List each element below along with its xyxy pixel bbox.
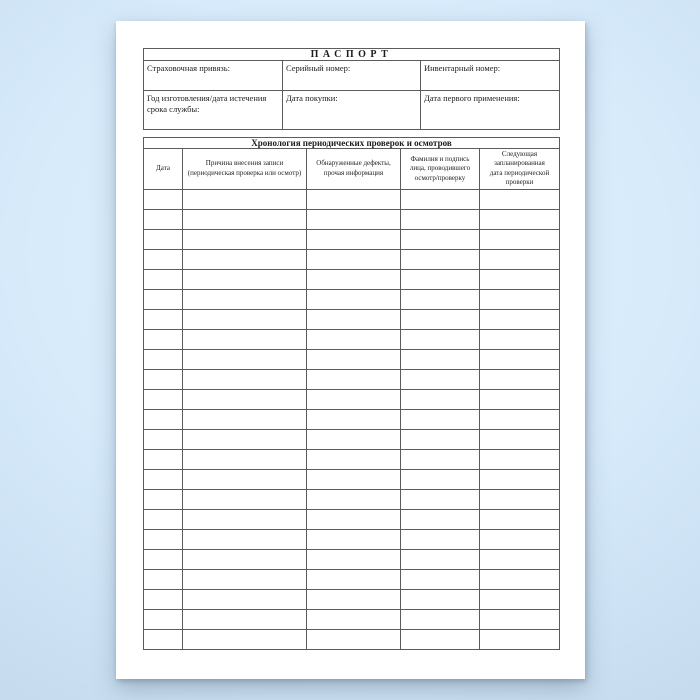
history-empty-cell — [183, 229, 307, 249]
history-empty-cell — [480, 269, 560, 289]
history-empty-cell — [144, 369, 183, 389]
history-empty-cell — [480, 509, 560, 529]
passport-title: ПАСПОРТ — [144, 49, 560, 61]
history-empty-row — [144, 469, 560, 489]
history-empty-cell — [401, 269, 480, 289]
history-empty-cell — [307, 509, 401, 529]
history-empty-cell — [307, 269, 401, 289]
history-empty-cell — [144, 609, 183, 629]
history-empty-cell — [183, 349, 307, 369]
history-empty-cell — [183, 529, 307, 549]
history-empty-cell — [183, 409, 307, 429]
history-empty-row — [144, 609, 560, 629]
history-empty-cell — [307, 569, 401, 589]
history-empty-cell — [480, 469, 560, 489]
history-table-body — [144, 189, 560, 649]
history-empty-cell — [480, 529, 560, 549]
history-empty-cell — [401, 189, 480, 209]
history-empty-cell — [401, 369, 480, 389]
history-empty-cell — [480, 589, 560, 609]
history-empty-cell — [480, 549, 560, 569]
passport-title-row — [144, 49, 560, 61]
history-empty-cell — [307, 409, 401, 429]
history-empty-cell — [480, 489, 560, 509]
column-header-date: Дата — [144, 149, 183, 190]
history-empty-row — [144, 489, 560, 509]
history-empty-cell — [183, 629, 307, 649]
column-header-record-reason: Причина внесения записи (периодическая проверка или осмотр) — [183, 149, 307, 190]
history-empty-row — [144, 349, 560, 369]
history-empty-cell — [480, 189, 560, 209]
history-empty-cell — [401, 629, 480, 649]
history-empty-cell — [307, 449, 401, 469]
passport-field-row — [144, 91, 560, 130]
history-empty-cell — [307, 349, 401, 369]
history-empty-cell — [183, 569, 307, 589]
history-empty-cell — [307, 289, 401, 309]
history-section-title: Хронология периодических проверок и осмотров — [144, 138, 560, 149]
history-empty-cell — [307, 249, 401, 269]
history-empty-cell — [183, 549, 307, 569]
history-empty-cell — [480, 609, 560, 629]
history-empty-row — [144, 529, 560, 549]
history-empty-cell — [401, 209, 480, 229]
history-empty-cell — [307, 189, 401, 209]
history-empty-cell — [144, 549, 183, 569]
history-empty-cell — [183, 389, 307, 409]
history-empty-cell — [183, 589, 307, 609]
history-empty-row — [144, 449, 560, 469]
history-empty-cell — [144, 409, 183, 429]
history-empty-row — [144, 269, 560, 289]
history-empty-cell — [307, 209, 401, 229]
history-empty-cell — [307, 529, 401, 549]
history-empty-cell — [144, 509, 183, 529]
history-empty-cell — [480, 429, 560, 449]
history-empty-cell — [480, 409, 560, 429]
history-empty-cell — [480, 329, 560, 349]
history-empty-cell — [144, 629, 183, 649]
history-empty-row — [144, 509, 560, 529]
history-empty-cell — [401, 429, 480, 449]
document-page — [116, 21, 585, 679]
history-empty-cell — [183, 489, 307, 509]
history-empty-cell — [144, 589, 183, 609]
history-empty-cell — [401, 569, 480, 589]
history-empty-cell — [401, 289, 480, 309]
history-empty-cell — [144, 209, 183, 229]
history-empty-cell — [480, 289, 560, 309]
history-empty-cell — [183, 309, 307, 329]
history-empty-cell — [183, 609, 307, 629]
history-empty-cell — [401, 529, 480, 549]
history-empty-cell — [183, 429, 307, 449]
history-empty-cell — [307, 629, 401, 649]
history-empty-row — [144, 589, 560, 609]
history-empty-cell — [307, 369, 401, 389]
history-empty-cell — [401, 249, 480, 269]
history-empty-cell — [183, 249, 307, 269]
history-empty-cell — [307, 229, 401, 249]
history-empty-cell — [183, 289, 307, 309]
history-empty-cell — [144, 469, 183, 489]
history-empty-cell — [480, 249, 560, 269]
history-empty-row — [144, 569, 560, 589]
history-empty-cell — [480, 369, 560, 389]
history-empty-cell — [144, 249, 183, 269]
history-empty-cell — [307, 609, 401, 629]
passport-table — [143, 48, 560, 130]
history-empty-row — [144, 389, 560, 409]
field-inventory-number-label: Инвентарный номер: — [421, 61, 560, 91]
column-header-next-scheduled-date: Следующая запланированная дата периодической проверки — [480, 149, 560, 190]
history-empty-cell — [480, 209, 560, 229]
history-empty-cell — [144, 429, 183, 449]
history-empty-row — [144, 229, 560, 249]
history-empty-cell — [144, 309, 183, 329]
history-empty-cell — [480, 389, 560, 409]
field-purchase-date-label: Дата покупки: — [283, 91, 421, 130]
passport-field-row — [144, 61, 560, 91]
history-empty-cell — [480, 309, 560, 329]
history-empty-row — [144, 549, 560, 569]
history-empty-cell — [183, 269, 307, 289]
history-empty-cell — [401, 449, 480, 469]
history-empty-row — [144, 629, 560, 649]
history-empty-cell — [183, 469, 307, 489]
history-empty-cell — [144, 569, 183, 589]
history-empty-cell — [183, 189, 307, 209]
history-empty-row — [144, 309, 560, 329]
history-empty-cell — [401, 309, 480, 329]
history-empty-cell — [307, 309, 401, 329]
history-empty-cell — [307, 429, 401, 449]
history-empty-cell — [401, 349, 480, 369]
history-empty-cell — [183, 449, 307, 469]
history-empty-cell — [307, 489, 401, 509]
field-serial-number-label: Серийный номер: — [283, 61, 421, 91]
history-empty-cell — [144, 349, 183, 369]
history-empty-cell — [401, 609, 480, 629]
history-empty-cell — [401, 329, 480, 349]
history-empty-cell — [307, 329, 401, 349]
history-empty-cell — [401, 409, 480, 429]
field-manufacture-year-label: Год изготовления/дата истечения срока службы: — [144, 91, 283, 130]
history-empty-row — [144, 329, 560, 349]
history-empty-cell — [480, 449, 560, 469]
history-empty-row — [144, 429, 560, 449]
history-empty-row — [144, 289, 560, 309]
history-empty-cell — [401, 489, 480, 509]
history-empty-cell — [307, 389, 401, 409]
history-empty-cell — [183, 369, 307, 389]
history-empty-cell — [401, 549, 480, 569]
history-empty-cell — [480, 569, 560, 589]
history-empty-cell — [401, 389, 480, 409]
history-empty-cell — [401, 229, 480, 249]
history-empty-cell — [307, 589, 401, 609]
history-empty-row — [144, 209, 560, 229]
history-empty-cell — [144, 189, 183, 209]
history-empty-cell — [183, 509, 307, 529]
history-empty-cell — [144, 269, 183, 289]
field-first-use-date-label: Дата первого применения: — [421, 91, 560, 130]
history-header-row — [144, 149, 560, 190]
column-header-inspector-name-signature: Фамилия и подпись лица, проводившего осмотр/проверку — [401, 149, 480, 190]
history-empty-row — [144, 409, 560, 429]
history-empty-cell — [480, 229, 560, 249]
history-empty-cell — [401, 509, 480, 529]
inspection-history-table — [143, 137, 560, 650]
history-empty-row — [144, 189, 560, 209]
history-empty-cell — [307, 469, 401, 489]
history-empty-cell — [480, 629, 560, 649]
history-empty-cell — [144, 289, 183, 309]
history-empty-cell — [401, 469, 480, 489]
field-harness-label: Страховочная привязь: — [144, 61, 283, 91]
column-header-defects-found: Обнаруженные дефекты, прочая информация — [307, 149, 401, 190]
history-empty-cell — [144, 329, 183, 349]
history-empty-cell — [183, 209, 307, 229]
history-title-row — [144, 138, 560, 149]
history-empty-cell — [144, 449, 183, 469]
history-empty-cell — [144, 389, 183, 409]
history-empty-cell — [401, 589, 480, 609]
history-empty-cell — [480, 349, 560, 369]
history-empty-cell — [307, 549, 401, 569]
history-empty-cell — [144, 229, 183, 249]
history-empty-cell — [183, 329, 307, 349]
history-empty-cell — [144, 529, 183, 549]
history-empty-cell — [144, 489, 183, 509]
history-empty-row — [144, 369, 560, 389]
history-empty-row — [144, 249, 560, 269]
